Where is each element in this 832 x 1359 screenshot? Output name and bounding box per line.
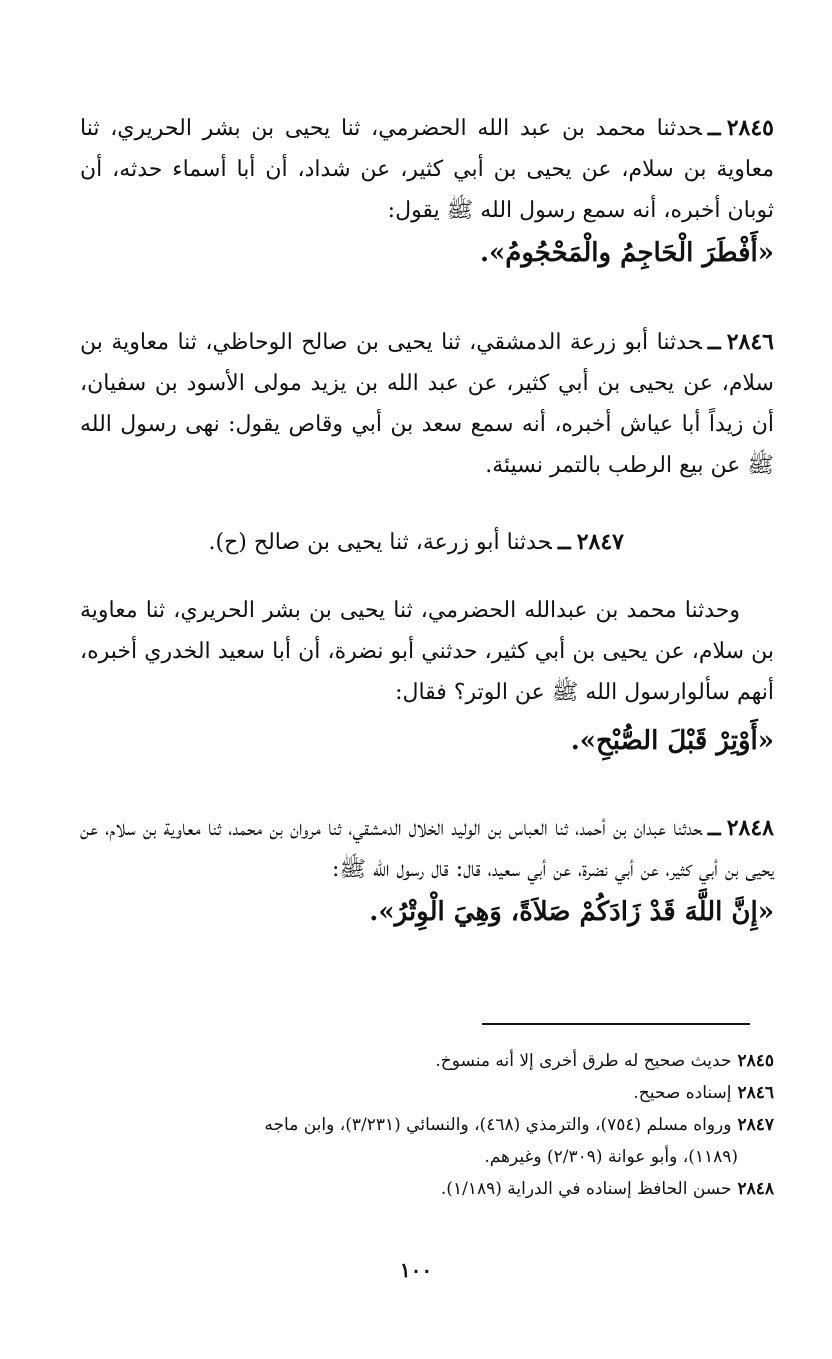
dash: ــ [707, 115, 721, 141]
footnotes [80, 1045, 774, 1205]
hadith-number: ٢٨٤٦ [726, 329, 774, 355]
dash: ــ [707, 815, 721, 841]
hadith-2845 [80, 108, 774, 275]
footnote-text: إسناده صحيح. [633, 1083, 732, 1103]
hadith-text: حدثنا أبو زرعة، ثنا يحيى بن صالح (ح). [208, 530, 552, 555]
footnote-divider [482, 1023, 750, 1025]
page-number: ١٠٠ [399, 1258, 433, 1282]
hadith-text: حدثنا محمد بن عبد الله الحضرمي، ثنا يحيى بن بشر الحريري، ثنا معاوية بن سلام، عن يحيى بن أبي كثير، عن شداد، أن أبا أسماء حدثه، أن ثوبان أخبره، أنه سمع رسول الله ﷺ يقول: [80, 116, 774, 223]
hadith-text: حدثنا عبدان بن أحمد، ثنا العباس بن الوليد الخلال الدمشقي، ثنا مروان بن محمد، ثنا معاوية بن سلام، عن يحيى بن أبي كثير، عن أبي نضرة، عن أبي سعيد، قال: قال رسول الله ﷺ: [80, 816, 774, 882]
footnote-2845 [80, 1045, 774, 1077]
hadith-2846 [80, 322, 774, 486]
hadith-quote: «أَوْتِرْ قَبْلَ الصُّبْحِ». [570, 726, 774, 756]
hadith-number: ٢٨٤٧ [576, 529, 624, 555]
footnote-text: ورواه مسلم (٧٥٤)، والترمذي (٤٦٨)، والنسائي (٣/٢٣١)، وابن ماجه [264, 1115, 732, 1135]
footnote-2847 [80, 1109, 774, 1141]
footnote-number: ٢٨٤٥ [737, 1051, 774, 1071]
footnote-number: ٢٨٤٧ [737, 1115, 774, 1135]
footnote-2846 [80, 1077, 774, 1109]
footnote-text: حسن الحافظ إسناده في الدراية (١/١٨٩). [440, 1179, 732, 1199]
footnote-2847-continuation: (١١٨٩)، وأبو عوانة (٢/٣٠٩) وغيرهم. [484, 1147, 738, 1167]
hadith-quote: «أَفْطَرَ الْحَاجِمُ والْمَحْجُومُ». [479, 238, 774, 268]
hadith-number: ٢٨٤٥ [726, 115, 774, 141]
dash: ــ [557, 529, 571, 555]
hadith-quote: «إِنَّ اللَّهَ قَدْ زَادَكُمْ صَلاَةً، وَهِيَ الْوِتْرُ». [369, 897, 774, 927]
dash: ــ [707, 329, 721, 355]
hadith-text: وحدثنا محمد بن عبدالله الحضرمي، ثنا يحيى بن بشر الحريري، ثنا معاوية بن سلام، عن يحيى بن أبي كثير، حدثني أبو نضرة، أن أبا سعيد الخدري أخبره، أنهم سألوارسول الله ﷺ عن الوتر؟ فقال: [80, 598, 774, 705]
hadith-2848 [80, 808, 774, 934]
hadith-2847-continuation [80, 590, 774, 763]
hadith-number: ٢٨٤٨ [726, 815, 774, 841]
footnote-text: حديث صحيح له طرق أخرى إلا أنه منسوخ. [435, 1051, 732, 1071]
footnote-number: ٢٨٤٨ [737, 1179, 774, 1199]
hadith-text: حدثنا أبو زرعة الدمشقي، ثنا يحيى بن صالح الوحاظي، ثنا معاوية بن سلام، عن يحيى بن أبي كثير، عن عبد الله بن يزيد مولى الأسود بن سفيان، أن زيداً أبا عياش أخبره، أنه سمع سعد بن أبي وقاص يقول: نهى رسول الله ﷺ عن بيع الرطب بالتمر نسيئة. [80, 330, 774, 478]
footnote-2848 [80, 1173, 774, 1205]
hadith-2847 [80, 522, 774, 563]
footnote-number: ٢٨٤٦ [737, 1083, 774, 1103]
